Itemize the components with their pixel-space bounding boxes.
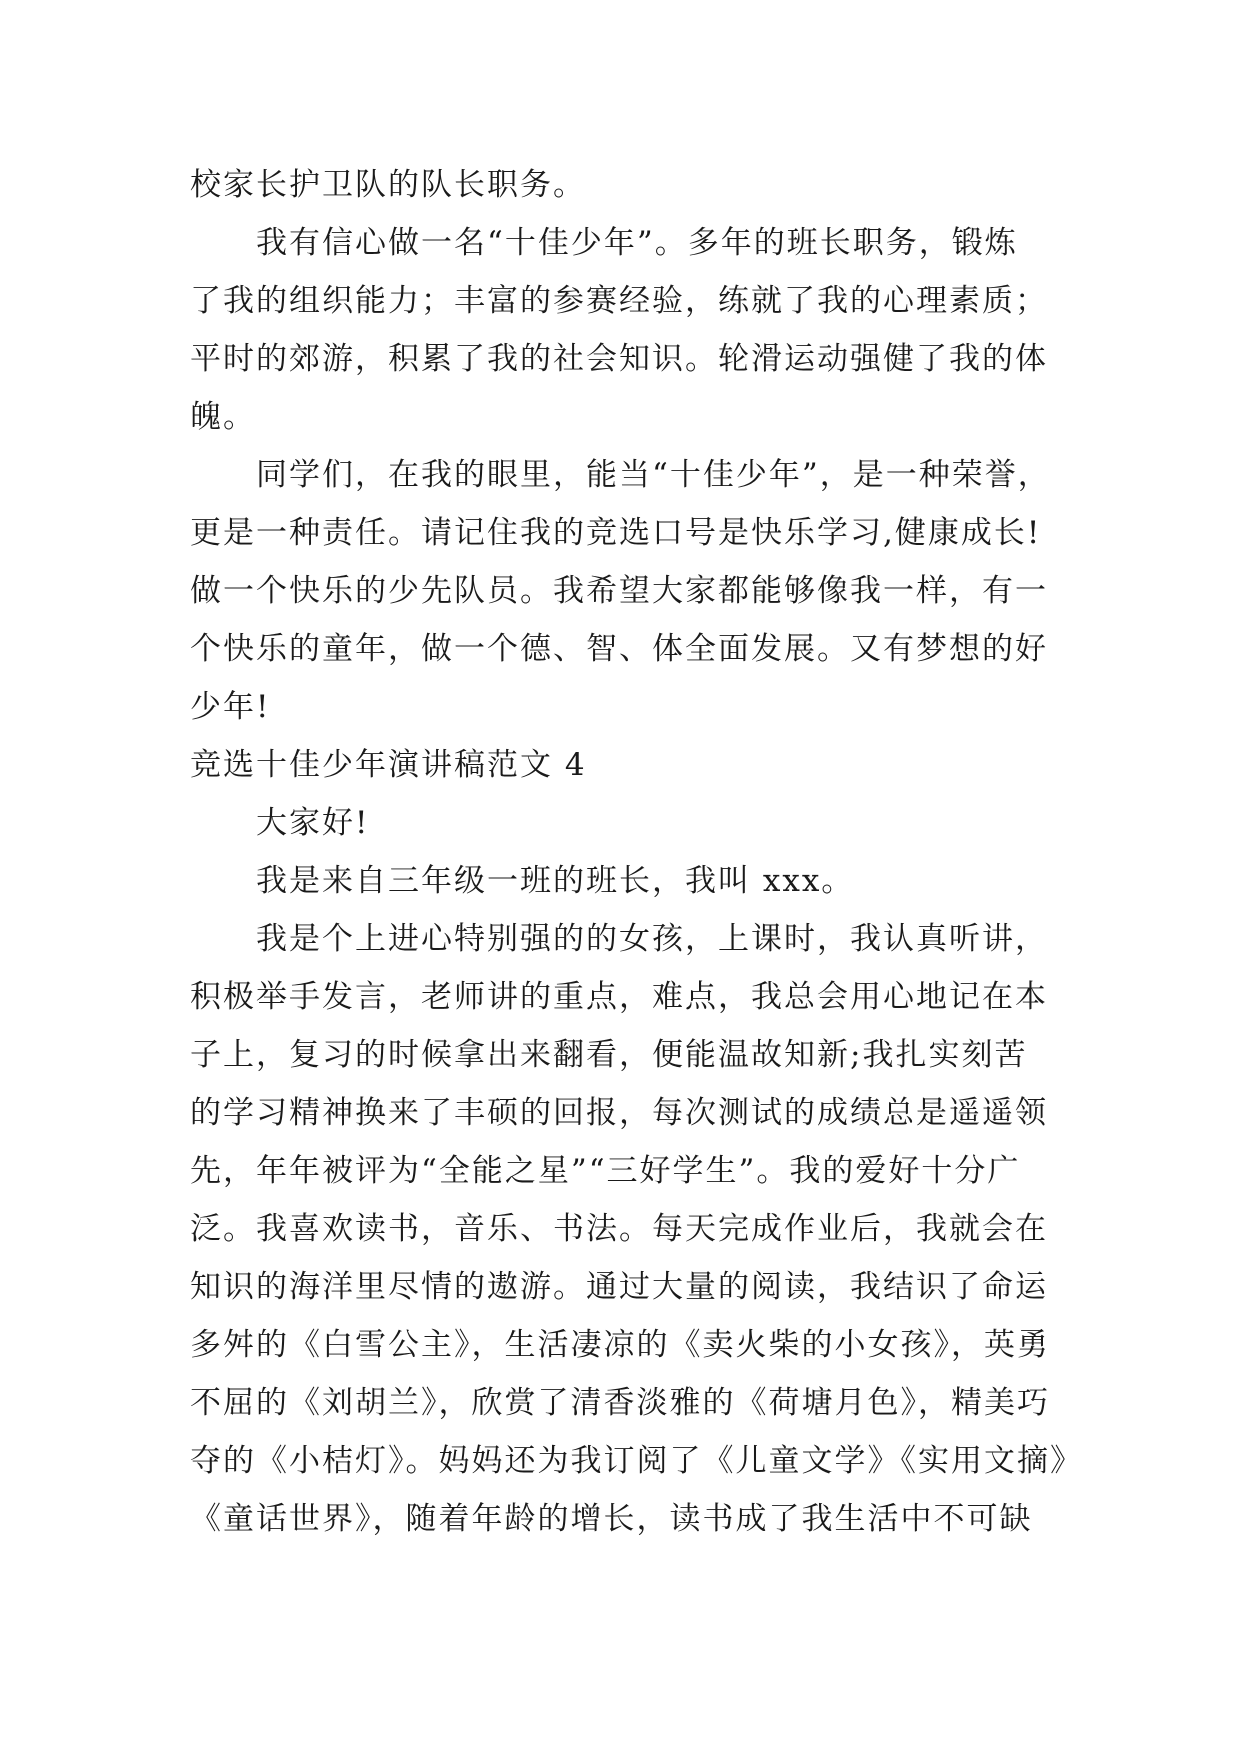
- text-line: 积极举手发言，老师讲的重点，难点，我总会用心地记在本: [190, 979, 1048, 1015]
- text-line: 泛。我喜欢读书，音乐、书法。每天完成作业后，我就会在: [190, 1211, 1048, 1247]
- text-line: 了我的组织能力；丰富的参赛经验，练就了我的心理素质；: [190, 283, 1048, 319]
- text-line: 子上，复习的时候拿出来翻看，便能温故知新;我扎实刻苦: [190, 1037, 1028, 1073]
- text-line: 我是个上进心特别强的的女孩，上课时，我认真听讲，: [256, 921, 1048, 957]
- section-heading: 竞选十佳少年演讲稿范文 4: [190, 747, 587, 783]
- text-line: 先，年年被评为“全能之星”“三好学生”。我的爱好十分广: [190, 1153, 1021, 1189]
- text-line: 少年!: [190, 689, 271, 725]
- text-line: 个快乐的童年，做一个德、智、体全面发展。又有梦想的好: [190, 631, 1048, 667]
- text-line: 夺的《小桔灯》。妈妈还为我订阅了《儿童文学》《实用文摘》: [190, 1443, 1083, 1479]
- text-line: 校家长护卫队的队长职务。: [190, 167, 586, 203]
- text-line: 同学们，在我的眼里，能当“十佳少年”，是一种荣誉，: [256, 457, 1051, 493]
- text-line: 我有信心做一名“十佳少年”。多年的班长职务，锻炼: [256, 225, 1018, 261]
- text-line: 做一个快乐的少先队员。我希望大家都能够像我一样，有一: [190, 573, 1048, 609]
- text-line: 魄。: [190, 399, 256, 435]
- text-line: 知识的海洋里尽情的遨游。通过大量的阅读，我结识了命运: [190, 1269, 1048, 1305]
- text-line: 多舛的《白雪公主》，生活凄凉的《卖火柴的小女孩》，英勇: [190, 1327, 1050, 1363]
- text-line: 更是一种责任。请记住我的竞选口号是快乐学习,健康成长!: [190, 515, 1042, 551]
- text-line: 不屈的《刘胡兰》，欣赏了清香淡雅的《荷塘月色》，精美巧: [190, 1385, 1050, 1421]
- text-line: 大家好!: [256, 805, 370, 841]
- text-line: 《童话世界》，随着年龄的增长，读书成了我生活中不可缺: [190, 1501, 1033, 1537]
- text-line: 平时的郊游，积累了我的社会知识。轮滑运动强健了我的体: [190, 341, 1048, 377]
- text-line: 我是来自三年级一班的班长，我叫 xxx。: [256, 863, 855, 899]
- text-line: 的学习精神换来了丰硕的回报，每次测试的成绩总是遥遥领: [190, 1095, 1048, 1131]
